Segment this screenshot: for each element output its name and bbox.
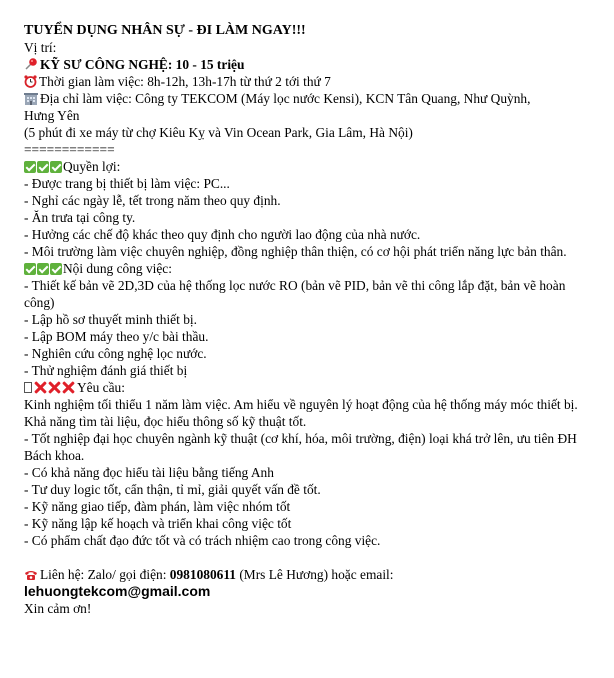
duty-item: - Thiết kế bản vẽ 2D,3D của hệ thống lọc nước RO (bản vẽ PID, bản vẽ thi công lắp đặt, bản vẽ hoàn công) [24, 278, 566, 310]
requirement-item: - Kỹ năng giao tiếp, đàm phán, làm việc nhóm tốt [24, 499, 291, 514]
spacer [24, 549, 598, 566]
duty-item: - Lập hồ sơ thuyết minh thiết bị. [24, 312, 197, 327]
address-text-1: Địa chỉ làm việc: Công ty TEKCOM (Máy lọc nước Kensi), KCN Tân Quang, Như Quỳnh, [40, 91, 531, 106]
position-label: Vị trí: [24, 40, 57, 55]
contact-line [24, 566, 598, 583]
benefit-item: - Nghỉ các ngày lễ, tết trong năm theo quy định. [24, 193, 281, 208]
contact-email[interactable]: lehuongtekcom@gmail.com [24, 583, 211, 599]
duty-item: - Lập BOM máy theo y/c bài thầu. [24, 329, 209, 344]
thanks-text: Xin cảm ơn! [24, 601, 92, 616]
contact-prefix: Liên hệ: Zalo/ gọi điện: [40, 567, 170, 582]
address-line [24, 90, 598, 107]
requirement-item: - Tư duy logic tốt, cẩn thận, tỉ mỉ, giải quyết vấn đề tốt. [24, 482, 321, 497]
requirement-item: - Có khả năng đọc hiểu tài liệu bằng tiếng Anh [24, 465, 274, 480]
benefit-item: - Môi trường làm việc chuyên nghiệp, đồng nghiệp thân thiện, có cơ hội phát triển năng lực bản thân. [24, 244, 567, 259]
office-building-icon [24, 92, 38, 105]
position-line [24, 56, 598, 73]
address-text-3: (5 phút đi xe máy từ chợ Kiêu Kỵ và Vin Ocean Park, Gia Lâm, Hà Nội) [24, 125, 413, 140]
cross-mark-icon [34, 381, 75, 394]
duties-heading [24, 260, 598, 277]
duty-item: - Nghiên cứu công nghệ lọc nước. [24, 346, 207, 361]
benefit-item: - Hưởng các chế độ khác theo quy định cho người lao động của nhà nước. [24, 227, 421, 242]
duty-item: - Thử nghiệm đánh giá thiết bị [24, 363, 188, 378]
benefit-item: - Được trang bị thiết bị làm việc: PC... [24, 176, 230, 191]
requirements-heading-text: Yêu cầu: [77, 380, 125, 395]
telephone-icon [24, 569, 38, 581]
contact-suffix: (Mrs Lê Hương) hoặc email: [236, 567, 394, 582]
requirement-item: - Có phẩm chất đạo đức tốt và có trách nhiệm cao trong công việc. [24, 533, 381, 548]
missing-glyph-icon [24, 382, 32, 393]
position-text: KỸ SƯ CÔNG NGHỆ: 10 - 15 triệu [40, 57, 245, 72]
benefits-heading-text: Quyền lợi: [63, 159, 121, 174]
requirement-item: - Kỹ năng lập kế hoạch và triển khai công việc tốt [24, 516, 292, 531]
duties-heading-text: Nội dung công việc: [63, 261, 172, 276]
hours-line [24, 73, 598, 90]
post-title: TUYỂN DỤNG NHÂN SỰ - ĐI LÀM NGAY!!! [24, 23, 306, 38]
hours-text: Thời gian làm việc: 8h-12h, 13h-17h từ thứ 2 tới thứ 7 [39, 74, 331, 89]
check-mark-icon [24, 263, 62, 275]
pin-icon [24, 57, 38, 71]
requirement-item: Kinh nghiệm tối thiểu 1 năm làm việc. Am hiểu về nguyên lý hoạt động của hệ thống máy móc thiết bị. Khả năng tìm tài liệu, đọc hiểu thông số kỹ thuật tốt. [24, 397, 578, 429]
divider: ============ [24, 142, 115, 157]
benefits-heading [24, 158, 598, 175]
check-mark-icon [24, 161, 62, 173]
requirements-heading [24, 379, 598, 396]
alarm-clock-icon [24, 75, 37, 88]
contact-phone[interactable]: 0981080611 [169, 567, 236, 582]
benefit-item: - Ăn trưa tại công ty. [24, 210, 136, 225]
address-text-2: Hưng Yên [24, 108, 80, 123]
requirement-item: - Tốt nghiệp đại học chuyên ngành kỹ thuật (cơ khí, hóa, môi trường, điện) loại khá trở lên, ưu tiên ĐH Bách khoa. [24, 431, 577, 463]
